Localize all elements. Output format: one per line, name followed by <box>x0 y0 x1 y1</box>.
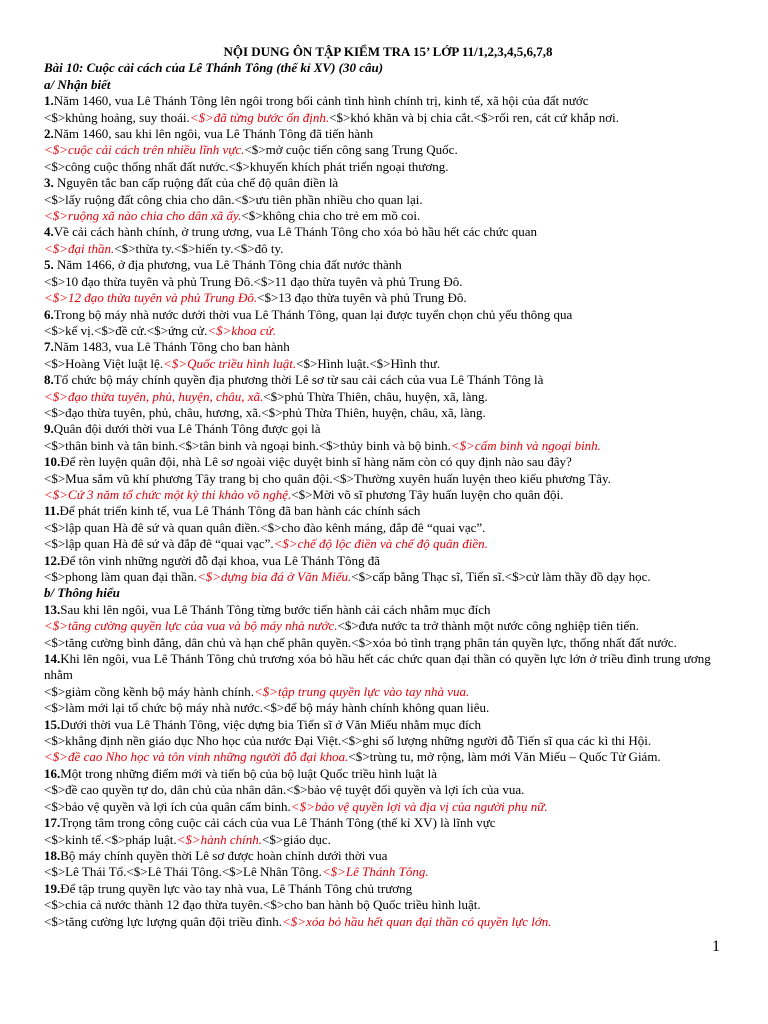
answer-options-line <box>44 290 732 306</box>
question <box>44 553 732 569</box>
answer-option: <$>chia cả nước thành 12 đạo thừa tuyên. <box>44 897 264 913</box>
answer-option: <$>thủy binh và bộ binh. <box>318 437 451 453</box>
answer-option: <$>cử làm thầy đồ dạy học. <box>504 569 651 584</box>
answer-option: <$>kinh tế. <box>44 831 105 847</box>
question-number: 19. <box>44 880 61 896</box>
answer-option: <$>tăng cường bình đẳng, dân chủ và hạn chế phân quyền. <box>44 634 352 650</box>
question-text: Tổ chức bộ máy chính quyền địa phương thời Lê sơ từ sau cải cách của vua Lê Thánh Tông là <box>53 372 544 388</box>
answer-option: <$>để bộ máy hành chính không quan liêu. <box>263 700 490 716</box>
answer-option: <$>làm mới lại tổ chức bộ máy nhà nước. <box>44 700 264 716</box>
correct-answer-option: <$>chế độ lộc điền và chế độ quân điền. <box>273 536 488 552</box>
correct-answer-option: <$>cấm binh và ngoại binh. <box>450 437 601 453</box>
question-text: Để rèn luyện quân đội, nhà Lê sơ ngoài việc duyệt binh sĩ hàng năm còn có quy định nào sau đây? <box>60 454 572 470</box>
question <box>44 175 732 191</box>
question-text: Sau khi lên ngôi, vua Lê Thánh Tông từng bước tiến hành cải cách nhằm mục đích <box>60 601 491 617</box>
question-number: 7. <box>44 339 54 355</box>
answer-option: <$>tăng cường lực lượng quân đội triều đình. <box>44 913 283 929</box>
answer-option: <$>bảo vệ quyền và lợi ích của quân cấm binh. <box>44 798 291 814</box>
question <box>44 339 732 355</box>
question <box>44 651 732 684</box>
correct-answer-option: <$>hành chính. <box>176 831 263 847</box>
answer-option: <$>khẳng định nền giáo dục Nho học của nước Đại Việt. <box>44 733 342 749</box>
document-page <box>44 44 732 930</box>
answer-option: <$>công cuộc thống nhất đất nước. <box>44 158 229 174</box>
question-number: 14. <box>44 651 61 667</box>
answer-options-line <box>44 241 732 257</box>
answer-options-line <box>44 159 732 175</box>
answer-options-line <box>44 799 732 815</box>
answer-options-line <box>44 635 732 651</box>
question-number: 5. <box>44 257 54 273</box>
correct-answer-option: <$>đã từng bước ổn định. <box>189 109 330 125</box>
question-number: 1. <box>44 93 54 109</box>
question-text: Trọng tâm trong công cuộc cải cách của vua Lê Thánh Tông (thế kỉ XV) là lĩnh vực <box>60 815 496 831</box>
answer-option: <$>cho đào kênh máng, đắp đê “quai vạc”. <box>260 519 486 535</box>
answer-options-line <box>44 536 732 552</box>
answer-option: <$>thừa ty. <box>114 240 175 256</box>
answer-options-line <box>44 569 732 585</box>
answer-option: <$>xóa bỏ tình trạng phân tán quyền lực, thống nhất đất nước. <box>351 634 677 650</box>
answer-options-line <box>44 832 732 848</box>
question <box>44 307 732 323</box>
question-number: 10. <box>44 454 61 470</box>
answer-option: <$>đạo thừa tuyên, phủ, châu, hương, xã. <box>44 404 262 420</box>
correct-answer-option: <$>đạo thừa tuyên, phủ, huyện, châu, xã. <box>44 388 264 404</box>
question-number: 4. <box>44 224 54 240</box>
answer-options-line <box>44 110 732 126</box>
answer-option: <$>Hoàng Việt luật lệ. <box>44 355 164 371</box>
correct-answer-option: <$>cuộc cải cách trên nhiều lĩnh vực. <box>44 142 245 158</box>
question-number: 8. <box>44 372 54 388</box>
answer-option: <$>lấy ruộng đất công chia cho dân. <box>44 191 235 207</box>
answer-option: <$>kế vị. <box>44 322 95 338</box>
question-text: Năm 1460, vua Lê Thánh Tông lên ngôi trong bối cảnh tình hình chính trị, kinh tế, xã hội của đất nước <box>53 93 589 109</box>
document-body <box>44 77 732 930</box>
question-number: 13. <box>44 601 61 617</box>
answer-options-line <box>44 323 732 339</box>
answer-option: <$>lập quan Hà đê sứ và quan quân điền. <box>44 519 261 535</box>
correct-answer-option: <$>ruộng xã nào chia cho dân xã ấy. <box>44 208 242 224</box>
question <box>44 766 732 782</box>
question-number: 9. <box>44 421 54 437</box>
answer-options-line <box>44 356 732 372</box>
answer-option: <$>Thường xuyên huấn luyện theo kiểu phương Tây. <box>332 470 611 486</box>
question <box>44 881 732 897</box>
correct-answer-option: <$>tăng cường quyền lực của vua và bộ máy nhà nước. <box>44 618 338 634</box>
question-text: Dưới thời vua Lê Thánh Tông, việc dựng bia Tiến sĩ ở Văn Miếu nhằm mục đích <box>60 716 481 732</box>
question-number: 16. <box>44 765 61 781</box>
question-text: Quân đội dưới thời vua Lê Thánh Tông được gọi là <box>53 421 321 437</box>
answer-option: <$>phong làm quan đại thần. <box>44 569 197 584</box>
question-number: 17. <box>44 815 61 831</box>
correct-answer-option: <$>Quốc triều hình luật. <box>163 355 297 371</box>
answer-option: <$>thân binh và tân binh. <box>44 437 179 453</box>
answer-option: <$>phủ Thừa Thiên, huyện, châu, xã, làng. <box>261 404 486 420</box>
answer-option: <$>giáo dục. <box>262 831 331 847</box>
answer-option: <$>pháp luật. <box>104 831 177 847</box>
answer-option: <$>đưa nước ta trở thành một nước công nghiệp tiên tiến. <box>337 618 640 634</box>
answer-option: <$>rối ren, cát cứ khắp nơi. <box>473 109 619 125</box>
answer-options-line <box>44 389 732 405</box>
answer-option: <$>mở cuộc tiến công sang Trung Quốc. <box>244 142 458 158</box>
document-title: NỘI DUNG ÔN TẬP KIỂM TRA 15’ LỚP 11/1,2,3,4,5,6,7,8 <box>223 44 553 59</box>
question-text: Để tôn vinh những người đỗ đại khoa, vua Lê Thánh Tông đã <box>60 552 381 568</box>
answer-option: <$>ưu tiên phần nhiều cho quan lại. <box>234 191 423 207</box>
answer-option: <$>đề cao quyền tự do, dân chủ của nhân dân. <box>44 782 287 798</box>
question-number: 18. <box>44 847 61 863</box>
question <box>44 421 732 437</box>
answer-options-line <box>44 782 732 798</box>
question <box>44 848 732 864</box>
answer-option: <$>lập quan Hà đê sứ và đắp đê “quai vạc”. <box>44 536 274 552</box>
answer-option: <$>không chia cho trẻ em mồ coi. <box>241 208 421 224</box>
correct-answer-option: <$>khoa cử. <box>207 322 277 338</box>
question <box>44 224 732 240</box>
answer-options-line <box>44 749 732 765</box>
question-text: Năm 1460, sau khi lên ngôi, vua Lê Thánh Tông đã tiến hành <box>53 126 374 142</box>
question <box>44 372 732 388</box>
correct-answer-option: <$>đại thần. <box>44 240 115 256</box>
answer-options-line <box>44 684 732 700</box>
question <box>44 93 732 109</box>
answer-option: <$>khó khăn và bị chia cắt. <box>329 109 474 125</box>
answer-option: <$>Lê Thái Tông. <box>126 864 222 880</box>
answer-options-line <box>44 897 732 913</box>
answer-options-line <box>44 274 732 290</box>
correct-answer-option: <$>bảo vệ quyền lợi và địa vị của người phụ nữ. <box>290 798 548 814</box>
question-number: 3. <box>44 175 54 191</box>
question <box>44 815 732 831</box>
answer-option: <$>khuyến khích phát triển ngoại thương. <box>228 158 449 174</box>
correct-answer-option: <$>Lê Thánh Tông. <box>321 864 429 880</box>
question-number: 15. <box>44 716 61 732</box>
question-text: Để tập trung quyền lực vào tay nhà vua, Lê Thánh Tông chủ trương <box>60 880 413 896</box>
answer-option: <$>11 đạo thừa tuyên và phủ Trung Đô. <box>253 273 463 289</box>
question-text: Bộ máy chính quyền thời Lê sơ được hoàn chỉnh dưới thời vua <box>60 847 388 863</box>
answer-option: <$>Hình thư. <box>369 355 441 371</box>
answer-option: <$>phủ Thừa Thiên, châu, huyện, xã, làng. <box>263 388 488 404</box>
answer-options-line <box>44 487 732 503</box>
question-text: Về cải cách hành chính, ở trung ương, vua Lê Thánh Tông cho xóa bỏ hầu hết các chức quan <box>53 224 538 240</box>
answer-option: <$>13 đạo thừa tuyên và phủ Trung Đô. <box>257 290 467 306</box>
answer-option: <$>đô ty. <box>233 240 284 256</box>
question-text: Khi lên ngôi, vua Lê Thánh Tông chủ trương xóa bỏ hầu hết các chức quan đại thần có quyền lực lớn ở triều đình trung ương nhằm <box>44 651 711 683</box>
answer-options-line <box>44 208 732 224</box>
answer-options-line <box>44 471 732 487</box>
correct-answer-option: <$>đề cao Nho học và tôn vinh những người đỗ đại khoa. <box>44 749 349 765</box>
answer-option: <$>bảo vệ tuyệt đối quyền và lợi ích của vua. <box>286 782 525 798</box>
correct-answer-option: <$>Cứ 3 năm tổ chức một kỳ thi khảo võ nghệ. <box>44 486 292 502</box>
answer-option: <$>10 đạo thừa tuyên và phủ Trung Đô. <box>44 273 254 289</box>
correct-answer-option: <$>tập trung quyền lực vào tay nhà vua. <box>253 683 470 699</box>
answer-option: <$>Mời võ sĩ phương Tây huấn luyện cho quân đội. <box>291 486 564 502</box>
answer-options-line <box>44 733 732 749</box>
answer-options-line <box>44 864 732 880</box>
question <box>44 717 732 733</box>
question-text: Trong bộ máy nhà nước dưới thời vua Lê Thánh Tông, quan lại được tuyển chọn chủ yếu thông qua <box>53 306 573 322</box>
question <box>44 503 732 519</box>
correct-answer-option: <$>xóa bỏ hầu hết quan đại thần có quyền lực lớn. <box>282 913 552 929</box>
answer-option: <$>Lê Thái Tổ. <box>44 864 127 880</box>
section-heading: a/ Nhận biết <box>44 76 111 92</box>
answer-options-line <box>44 520 732 536</box>
answer-option: <$>ghi số lượng những người đỗ Tiến sĩ qua các kì thi Hội. <box>341 733 652 749</box>
answer-options-line <box>44 914 732 930</box>
question <box>44 602 732 618</box>
question-text: Để phát triển kinh tế, vua Lê Thánh Tông đã ban hành các chính sách <box>59 503 421 519</box>
question <box>44 257 732 273</box>
answer-option: <$>Mua sắm vũ khí phương Tây trang bị cho quân đội. <box>44 470 333 486</box>
question-text: Năm 1483, vua Lê Thánh Tông cho ban hành <box>53 339 290 355</box>
correct-answer-option: <$>12 đạo thừa tuyên và phủ Trung Đô. <box>44 290 258 306</box>
answer-option: <$>khủng hoảng, suy thoái. <box>44 109 190 125</box>
answer-options-line <box>44 192 732 208</box>
question-text: Nguyên tắc ban cấp ruộng đất của chế độ quân điền là <box>53 175 339 191</box>
question-number: 11. <box>44 503 60 519</box>
answer-option: <$>ứng cử. <box>146 322 208 338</box>
question-number: 12. <box>44 552 61 568</box>
answer-option: <$>giảm cồng kềnh bộ máy hành chính. <box>44 683 254 699</box>
page-number: 1 <box>712 938 720 955</box>
answer-option: <$>Hình luật. <box>296 355 370 371</box>
question <box>44 126 732 142</box>
answer-option: <$>Lê Nhân Tông. <box>221 864 322 880</box>
section-heading: b/ Thông hiểu <box>44 585 120 601</box>
answer-option: <$>cho ban hành bộ Quốc triều hình luật. <box>263 897 481 913</box>
correct-answer-option: <$>dựng bia đá ở Văn Miếu. <box>196 569 352 584</box>
lesson-heading: Bài 10: Cuộc cải cách của Lê Thánh Tông (thế kỉ XV) (30 câu) <box>44 60 384 76</box>
question-text: Một trong những điểm mới và tiến bộ của bộ luật Quốc triều hình luật là <box>60 765 438 781</box>
answer-option: <$>hiến ty. <box>174 240 234 256</box>
answer-option: <$>tân binh và ngoại binh. <box>178 437 319 453</box>
answer-options-line <box>44 700 732 716</box>
answer-option: <$>trùng tu, mở rộng, làm mới Văn Miếu – Quốc Tử Giám. <box>348 749 661 765</box>
answer-option: <$>cấp bằng Thạc sĩ, Tiến sĩ. <box>351 569 505 584</box>
answer-options-line <box>44 438 732 454</box>
answer-options-line <box>44 142 732 158</box>
question <box>44 454 732 470</box>
answer-options-line <box>44 618 732 634</box>
question-text: Năm 1466, ở địa phương, vua Lê Thánh Tông chia đất nước thành <box>53 257 402 273</box>
answer-options-line <box>44 405 732 421</box>
question-number: 6. <box>44 306 54 322</box>
question-number: 2. <box>44 126 54 142</box>
answer-option: <$>đề cử. <box>94 322 147 338</box>
